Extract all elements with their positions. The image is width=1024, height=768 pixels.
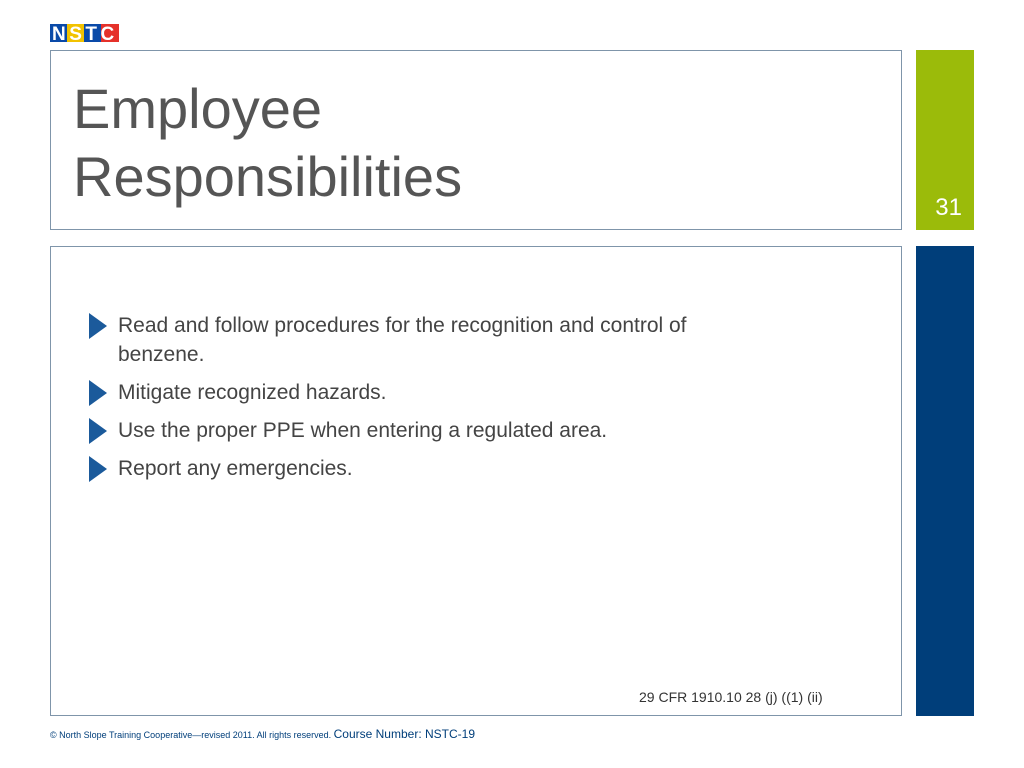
bullet-item [89,416,689,445]
bullet-arrow-icon [89,380,107,406]
bullet-text: Use the proper PPE when entering a regulated area. [118,419,608,442]
bullet-arrow-icon [89,418,107,444]
bullet-text: Read and follow procedures for the recognition and control of benzene. [118,314,687,366]
svg-text:NSTC: NSTC [52,24,118,44]
bullet-text: Mitigate recognized hazards. [118,381,387,404]
bullet-text: Report any emergencies. [118,457,353,480]
nstc-logo-mark [50,22,120,44]
footer-copyright: © North Slope Training Cooperative—revised 2011. All rights reserved. [50,730,332,740]
bullet-item [89,311,689,369]
bullet-item [89,378,689,407]
footer-course-number: Course Number: NSTC-19 [333,727,475,741]
regulation-citation: 29 CFR 1910.10 28 (j) ((1) (ii) [639,689,823,705]
footer [50,727,475,741]
bullet-arrow-icon [89,313,107,339]
nstc-logo [50,22,120,44]
bullet-list [89,311,689,492]
title-panel [50,50,902,230]
bullet-item [89,454,689,483]
slide-title: Employee Responsibilities [73,77,463,208]
content-accent-bar [916,246,974,716]
bullet-arrow-icon [89,456,107,482]
content-panel [50,246,902,716]
title-accent-bar [916,50,974,230]
slide-number: 31 [935,194,962,221]
